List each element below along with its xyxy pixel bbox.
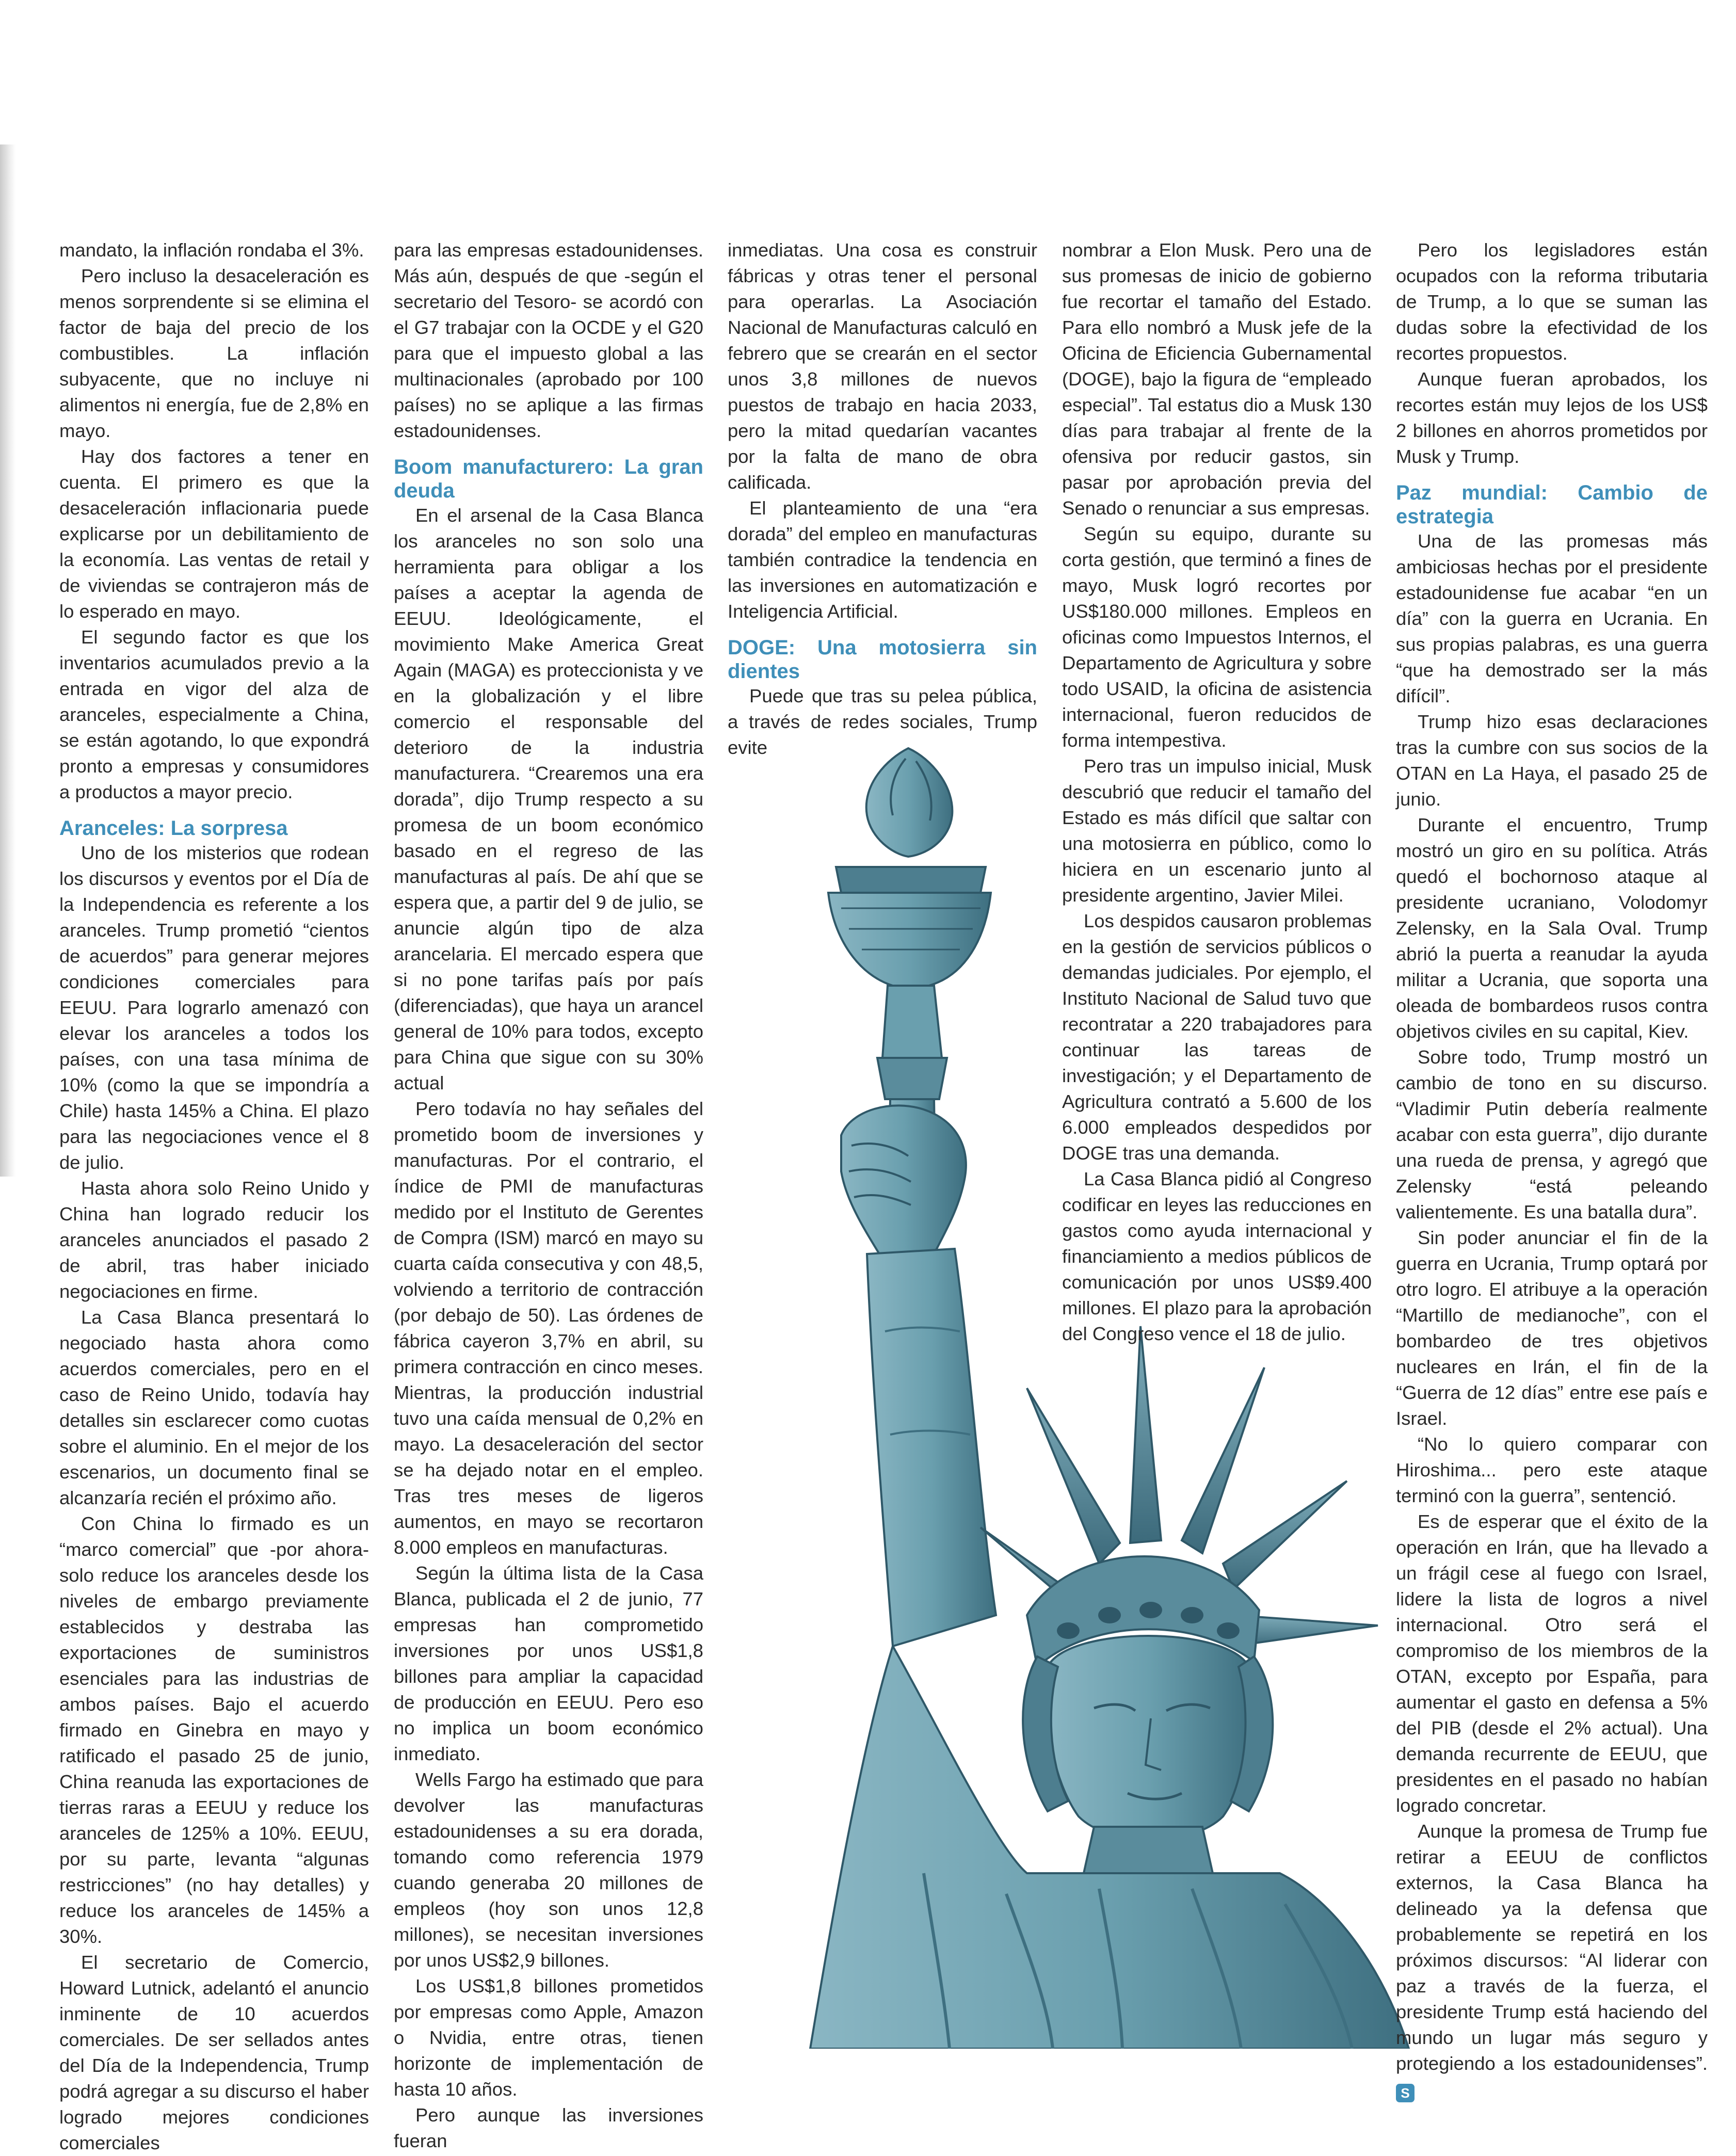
paragraph: Los despidos causaron problemas en la gestión de servicios públicos o demandas judiciales. Por ejemplo, el Instituto Nacional de Salud tuvo que recontratar a 220 trabajadores para continuar las tareas de investigación; y el Departamento de Agricultura contrató a 5.600 de los 6.000 empleados despedidos por DOGE tras una demanda. — [1062, 910, 1372, 1164]
paragraph: La Casa Blanca presentará lo negociado hasta ahora como acuerdos comerciales, pero en el caso de Reino Unido, todavía hay detalles sin esclarecer como cuotas sobre el aluminio. En el mejor de los escenarios, un documento final se alcanzaría recién el próximo año. — [59, 1307, 369, 1508]
paragraph: Sin poder anunciar el fin de la guerra en Ucrania, Trump optará por otro logro. El atribuye a la operación “Martillo de medianoche”, con el bombardeo de tres objetivos nucleares en Irán, el fin de la “Guerra de 12 días” entre ese país e Israel. — [1396, 1227, 1708, 1429]
paragraph: para las empresas estadounidenses. Más aún, después de que -según el secretario del Tesoro- se acordó con el G7 trabajar con la OCDE y el G20 para que el impuesto global a las multinacionales (aprobado por 100 países) no se aplique a las firmas estadounidenses. — [394, 239, 703, 441]
section-heading-doge: DOGE: Una motosierra sin dientes — [728, 636, 1037, 683]
section-heading-boom-manufacturero: Boom manufacturero: La gran deuda — [394, 456, 703, 502]
paragraph: En el arsenal de la Casa Blanca los aranceles no son solo una herramienta para obligar a los países a aceptar la agenda de EEUU. Ideológicamente, el movimiento Make America Great Again (MAGA) es proteccionista y ve en la globalización y el libre comercio el responsable del deterioro de la industria manufacturera. “Crearemos una era dorada”, dijo Trump respecto a su promesa de un boom económico basado en el regreso de las manufacturas al país. De ahí que se espera que, a partir del 9 de julio, se anuncie algún tipo de alza arancelaria. El mercado espera que si no pone tarifas país por país (diferenciadas), que haya un arancel general de 10% para todos, excepto para China que sigue con su 30% actual — [394, 505, 703, 1093]
paragraph: Pero todavía no hay señales del prometido boom de inversiones y manufacturas. Por el contrario, el índice de PMI de manufacturas medido por el Instituto de Gerentes de Compra (ISM) marcó en mayo su cuarta caída consecutiva y con 48,5, volviendo a territorio de contracción (por debajo de 50). Las órdenes de fábrica cayeron 3,7% en abril, su primera contracción en cinco meses. Mientras, la producción industrial tuvo una caída mensual de 0,2% en mayo. La desaceleración del sector se ha dejado notar en el empleo. Tras tres meses de ligeros aumentos, en mayo se recortaron 8.000 empleos en manufacturas. — [394, 1098, 703, 1558]
paragraph: Wells Fargo ha estimado que para devolver las manufacturas estadounidenses a su era dorada, tomando como referencia 1979 cuando generaba 20 millones de empleos (hoy son unos 12,8 millones), se necesitan inversiones por unos US$2,9 billones. — [394, 1769, 703, 1971]
column-1 — [59, 237, 369, 2156]
paragraph-final-text: Aunque la promesa de Trump fue retirar a EEUU de conflictos externos, la Casa Blanca ha delineado ya la defensa que probablemente se repetirá en los próximos discursos: “Al liderar con paz a través de la fuerza, el presidente Trump está haciendo del mundo un lugar más seguro y protegiendo a los estadounidenses”. — [1396, 1821, 1708, 2074]
paragraph: Los US$1,8 billones prometidos por empresas como Apple, Amazon o Nvidia, entre otras, tienen horizonte de implementación de hasta 10 años. — [394, 1975, 703, 2100]
paragraph: Aunque fueran aprobados, los recortes están muy lejos de los US$ 2 billones en ahorros prometidos por Musk y Trump. — [1396, 368, 1708, 467]
column-4 — [1062, 237, 1372, 1347]
paragraph: Sobre todo, Trump mostró un cambio de tono en su discurso. “Vladimir Putin debería realmente acabar con esta guerra”, dijo durante una rueda de prensa, y agregó que Zelensky “está peleando valientemente. Es una batalla dura”. — [1396, 1047, 1708, 1222]
paragraph: Una de las promesas más ambiciosas hechas por el presidente estadounidense fue acabar “en un día” con la guerra en Ucrania. En sus propias palabras, es una guerra “que ha demostrado ser la más difícil”. — [1396, 530, 1708, 706]
paragraph: Según la última lista de la Casa Blanca, publicada el 2 de junio, 77 empresas han comprometido inversiones por unos US$1,8 billones para ampliar la capacidad de producción en EEUU. Pero eso no implica un boom económico inmediato. — [394, 1563, 703, 1764]
paragraph: mandato, la inflación rondaba el 3%. — [59, 239, 364, 261]
paragraph: Pero aunque las inversiones fueran — [394, 2104, 703, 2151]
paragraph: Hasta ahora solo Reino Unido y China han logrado reducir los aranceles anunciados el pasado 2 de abril, tras haber iniciado negociaciones en firme. — [59, 1178, 369, 1302]
section-heading-paz-mundial: Paz mundial: Cambio de estrategia — [1396, 481, 1708, 528]
paragraph: “No lo quiero comparar con Hiroshima... pero este ataque terminó con la guerra”, sentenció. — [1396, 1434, 1708, 1506]
column-2 — [394, 237, 703, 2154]
end-of-article-icon: S — [1396, 2084, 1414, 2102]
section-heading-aranceles: Aranceles: La sorpresa — [59, 817, 288, 840]
paragraph: Pero incluso la desaceleración es menos sorprendente si se elimina el factor de baja del precio de los combustibles. La inflación subyacente, que no incluye ni alimentos ni energía, fue de 2,8% en mayo. — [59, 265, 369, 441]
paragraph: Uno de los misterios que rodean los discursos y eventos por el Día de la Independencia es referente a los aranceles. Trump prometió “cientos de acuerdos” para generar mejores condiciones comerciales para EEUU. Para lograrlo amenazó con elevar los aranceles a todos los países, con una tasa mínima de 10% (como la que se impondría a Chile) hasta 145% a China. El plazo para las negociaciones vence el 8 de julio. — [59, 842, 369, 1173]
column-3 — [728, 237, 1037, 761]
paragraph: El segundo factor es que los inventarios acumulados previo a la entrada en vigor del alza de aranceles, especialmente a China, se están agotando, lo que expondrá pronto a empresas y consumidores a productos a mayor precio. — [59, 626, 369, 802]
paragraph: nombrar a Elon Musk. Pero una de sus promesas de inicio de gobierno fue recortar el tamaño del Estado. Para ello nombró a Musk jefe de la Oficina de Eficiencia Gubernamental (DOGE), bajo la figura de “empleado especial”. Tal estatus dio a Musk 130 días para trabajar al frente de la ofensiva por reducir gastos, sin pasar por aprobación previa del Senado o renunciar a sus empresas. — [1062, 239, 1372, 519]
paragraph: Puede que tras su pelea pública, a través de redes sociales, Trump evite — [728, 685, 1037, 758]
paragraph: Con China lo firmado es un “marco comercial” que -por ahora- solo reduce los aranceles desde los niveles de embargo previamente establecidos y destraba las exportaciones de suministros esenciales para las industrias de ambos países. Bajo el acuerdo firmado en Ginebra en mayo y ratificado el pasado 25 de junio, China reanuda las exportaciones de tierras raras a EEUU y reduce los aranceles de 125% a 10%. EEUU, por su parte, levanta “algunas restricciones” (no hay detalles) y reduce los aranceles de 145% a 30%. — [59, 1513, 369, 1947]
paragraph-final — [1396, 1819, 1708, 2102]
column-5 — [1396, 237, 1708, 2102]
paragraph: Pero tras un impulso inicial, Musk descubrió que reducir el tamaño del Estado es más difícil que saltar con una motosierra en público, como lo hiciera en un escenario junto al presidente argentino, Javier Milei. — [1062, 755, 1372, 906]
paragraph: La Casa Blanca pidió al Congreso codificar en leyes las reducciones en gastos como ayuda internacional y financiamiento a medios públicos de comunicación por unos US$9.400 millones. El plazo para la aprobación del Congreso vence el 18 de julio. — [1062, 1168, 1372, 1344]
paragraph: El secretario de Comercio, Howard Lutnick, adelantó el anuncio inminente de 10 acuerdos comerciales. De ser sellados antes del Día de la Independencia, Trump podrá agregar a su discurso el haber logrado mejores condiciones comerciales — [59, 1952, 369, 2153]
paragraph: Según su equipo, durante su corta gestión, que terminó a fines de mayo, Musk logró recortes por US$180.000 millones. Empleos en oficinas como Impuestos Internos, el Departamento de Agricultura y sobre todo USAID, la oficina de asistencia internacional, fueron reducidos de forma intempestiva. — [1062, 523, 1372, 751]
paragraph: El planteamiento de una “era dorada” del empleo en manufacturas también contradice la tendencia en las inversiones en automatización e Inteligencia Artificial. — [728, 497, 1037, 622]
paragraph: Trump hizo esas declaraciones tras la cumbre con sus socios de la OTAN en La Haya, el pasado 25 de junio. — [1396, 711, 1708, 810]
paragraph: Es de esperar que el éxito de la operación en Irán, que ha llevado a un frágil cese al fuego con Israel, lidere la lista de logros a nivel internacional. Otro será el compromiso de los miembros de la OTAN, excepto por España, para aumentar el gasto en defensa a 5% del PIB (desde el 2% actual). Una demanda recurrente de EEUU, que presidentes en el pasado no habían logrado concretar. — [1396, 1511, 1708, 1816]
paragraph: Durante el encuentro, Trump mostró un giro en su política. Atrás quedó el bochornoso ataque al presidente ucraniano, Volodomyr Zelensky, en la Sala Oval. Trump abrió la puerta a reanudar la ayuda militar a Ucrania, que soporta una oleada de bombardeos rusos contra objetivos civiles en su capital, Kiev. — [1396, 814, 1708, 1042]
paragraph: inmediatas. Una cosa es construir fábricas y otras tener el personal para operarlas. La Asociación Nacional de Manufacturas calculó en febrero que se crearán en el sector unos 3,8 millones de nuevos puestos de trabajo en hacia 2033, pero la mitad quedarían vacantes por la falta de mano de obra calificada. — [728, 239, 1037, 493]
paragraph: Pero los legisladores están ocupados con la reforma tributaria de Trump, a lo que se suman las dudas sobre la efectividad de los recortes propuestos. — [1396, 239, 1708, 364]
paragraph: Hay dos factores a tener en cuenta. El primero es que la desaceleración inflacionaria puede explicarse por un debilitamiento de la economía. Las ventas de retail y de viviendas se contrajeron más de lo esperado en mayo. — [59, 446, 369, 622]
page-spine-shadow — [0, 144, 15, 1177]
